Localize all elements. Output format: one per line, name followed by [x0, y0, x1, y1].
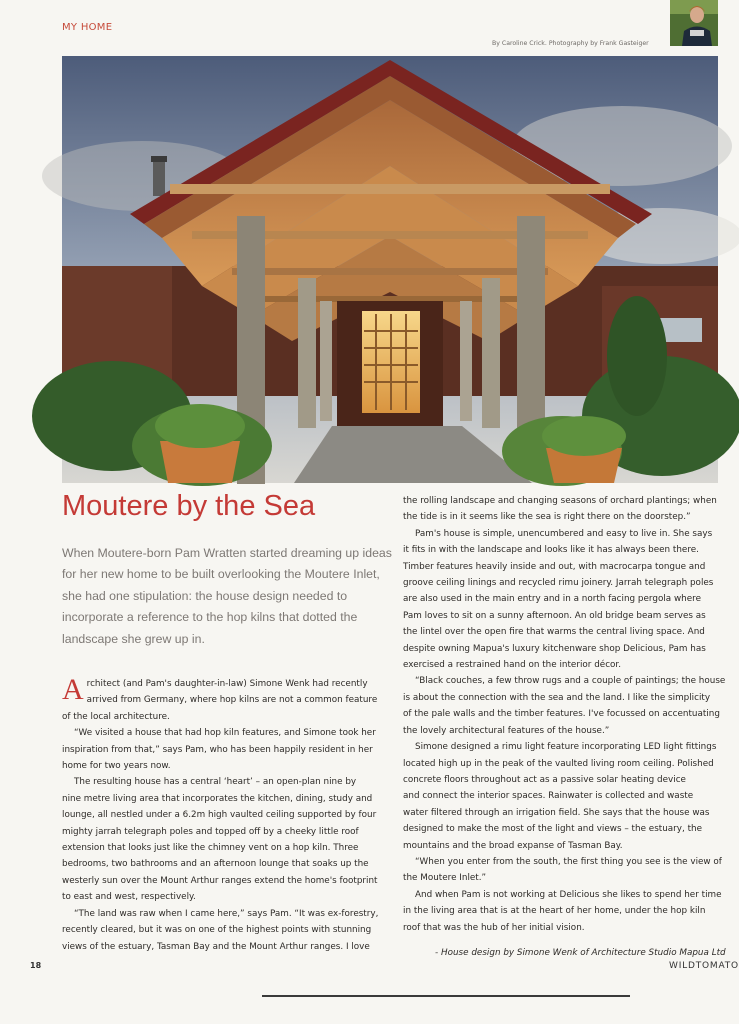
text-line: Pam's house is simple, unencumbered and easy to live in. She says: [415, 528, 713, 539]
text-line: of the local architecture.: [62, 711, 170, 722]
drop-cap: A: [62, 673, 84, 706]
text-line: “The land was raw when I came here,” says Pam. “It was ex-forestry,: [74, 908, 379, 919]
text-line: exercised a restrained hand on the interior décor.: [403, 660, 622, 671]
text-line: lounge, all nestled under a 6.2m high vaulted ceiling supported by four: [62, 810, 377, 821]
text-line: Timber features heavily inside and out, with macrocarpa tongue and: [403, 561, 706, 572]
text-line: extension that looks just like the chimney vent on a hop kiln. Three: [62, 843, 359, 854]
text-line: bedrooms, two bathrooms and an afternoon lounge that soaks up the: [62, 859, 369, 870]
text-line: the tide is in it seems like the sea is right there on the doorstep.”: [403, 512, 691, 523]
text-line: Pam loves to sit on a sunny afternoon. An old bridge beam serves as: [403, 610, 706, 621]
text-line: despite owning Mapua's luxury kitchenware shop Delicious, Pam has: [403, 643, 706, 654]
text-line: mountains and the broad expanse of Tasman Bay.: [403, 840, 623, 851]
text-line: “Black couches, a few throw rugs and a couple of paintings; the house: [415, 676, 726, 687]
text-line: and connect the interior spaces. Rainwater is collected and waste: [403, 791, 694, 802]
text-line: And when Pam is not working at Delicious she likes to spend her time: [415, 889, 722, 900]
section-label: MY HOME: [62, 22, 113, 33]
text-line: is about the connection with the sea and the land. I like the simplicity: [403, 692, 711, 703]
text-line: water filtered through an irrigation field. She says that the house was: [403, 807, 710, 818]
text-line: concrete floors throughout act as a passive solar heating device: [403, 774, 686, 785]
text-line: recently cleared, but it was on one of the highest points with stunning: [62, 925, 372, 936]
intro-paragraph: When Moutere-born Pam Wratten started dreaming up ideas for her new home to be built overlooking the Moutere Inlet, she had one stipulation: the house design needed to incorporate a reference to the hop kilns that dotted the landscape she grew up in.: [62, 546, 392, 646]
text-line: home for two years now.: [62, 761, 171, 772]
design-credit: - House design by Simone Wenk of Architecture Studio Mapua Ltd: [435, 947, 726, 958]
article-column-left: [62, 673, 382, 955]
text-line: arrived from Germany, where hop kilns are not a common feature: [86, 695, 378, 706]
article-intro: [62, 543, 392, 650]
text-line: westerly sun over the Mount Arthur ranges extend the home's footprint: [62, 875, 378, 886]
text-line: to east and west, respectively.: [62, 892, 196, 903]
house-photo: [62, 56, 718, 483]
footer-rule: [262, 995, 630, 997]
text-line: it fits in with the landscape and looks like it has always been there.: [403, 545, 699, 556]
text-line: designed to make the most of the light and views – the estuary, the: [403, 824, 703, 835]
text-line: rchitect (and Pam's daughter-in-law) Simone Wenk had recently: [86, 679, 368, 689]
text-line: the lovely architectural features of the house.”: [403, 725, 610, 736]
text-line: roof that was the hub of her initial vision.: [403, 922, 585, 933]
text-line: “We visited a house that had hop kiln features, and Simone took her: [74, 728, 376, 739]
text-line: nine metre living area that incorporates the kitchen, dining, study and: [62, 793, 373, 804]
text-line: views of the estuary, Tasman Bay and the Mount Arthur ranges. I love: [62, 941, 370, 952]
byline-credit: By Caroline Crick. Photography by Frank Gasteiger: [492, 40, 649, 47]
text-line: inspiration from that,” says Pam, who has been happily resident in her: [62, 744, 373, 755]
text-line: in the living area that is at the heart of her home, under the hop kiln: [403, 906, 706, 917]
article-column-right: [403, 493, 726, 961]
magazine-name: WILDTOMATO: [669, 961, 739, 971]
text-line: are also used in the main entry and in a north facing pergola where: [403, 594, 701, 605]
text-line: located high up in the peak of the vaulted living room ceiling. Polished: [403, 758, 714, 769]
text-line: the rolling landscape and changing seasons of orchard plantings; when: [403, 496, 717, 506]
text-line: The resulting house has a central ‘heart’ – an open-plan nine by: [74, 777, 357, 788]
text-line: Simone designed a rimu light feature incorporating LED light fittings: [415, 742, 717, 753]
text-line: of the pale walls and the timber features. I've focussed on accentuating: [403, 709, 720, 720]
text-line: the Moutere Inlet.”: [403, 873, 487, 884]
article-title: Moutere by the Sea: [62, 490, 316, 522]
author-photo: [670, 0, 718, 46]
text-line: groove ceiling linings and recycled rimu joinery. Jarrah telegraph poles: [403, 578, 714, 589]
text-line: “When you enter from the south, the first thing you see is the view of: [415, 856, 722, 867]
text-line: mighty jarrah telegraph poles and topped off by a cheeky little roof: [62, 826, 359, 837]
page-number: 18: [30, 961, 42, 970]
text-line: the lintel over the open fire that warms the central living space. And: [403, 627, 705, 638]
